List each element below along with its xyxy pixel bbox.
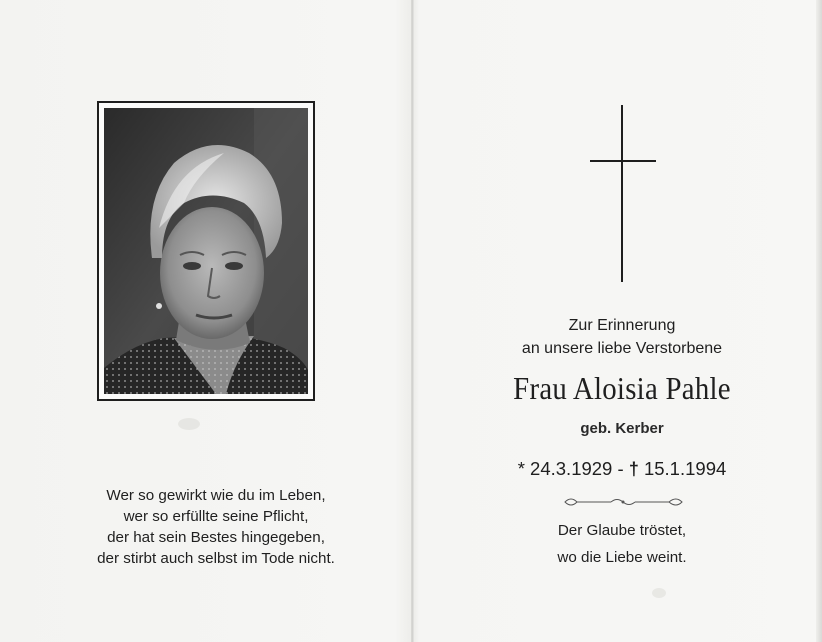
paper-smudge (178, 418, 200, 430)
birth-date: * 24.3.1929 (517, 458, 613, 479)
poem-line: Wer so gewirkt wie du im Leben, (106, 487, 326, 504)
memory-line: Zur Erinnerung (568, 317, 676, 334)
poem-line: der stirbt auch selbst im Tode nicht. (97, 550, 335, 567)
memory-line: an unsere liebe Verstorbene (521, 340, 723, 357)
life-dates (462, 458, 782, 480)
memorial-poem (56, 485, 376, 569)
poem-line: wer so erfüllte seine Pflicht, (123, 508, 309, 525)
poem-line: der hat sein Bestes hingegeben, (107, 529, 325, 546)
paper-smudge (652, 588, 666, 598)
death-date: 15.1.1994 (643, 458, 727, 479)
maiden-name: geb. Kerber (580, 420, 664, 437)
portrait-frame (97, 101, 315, 401)
cross-vertical-bar (621, 105, 623, 282)
card-fold (411, 0, 414, 642)
decorative-divider-icon (561, 495, 686, 509)
memory-heading (462, 314, 782, 360)
quote-line: wo die Liebe weint. (557, 549, 687, 566)
portrait-photo (104, 108, 308, 394)
closing-quote (462, 517, 782, 571)
quote-line: Der Glaube tröstet, (557, 522, 687, 539)
card-edge (816, 0, 822, 642)
death-symbol: † (628, 459, 639, 479)
deceased-name: Frau Aloisia Pahle (513, 370, 731, 406)
date-separator: - (617, 458, 624, 479)
cross-horizontal-bar (590, 160, 656, 162)
